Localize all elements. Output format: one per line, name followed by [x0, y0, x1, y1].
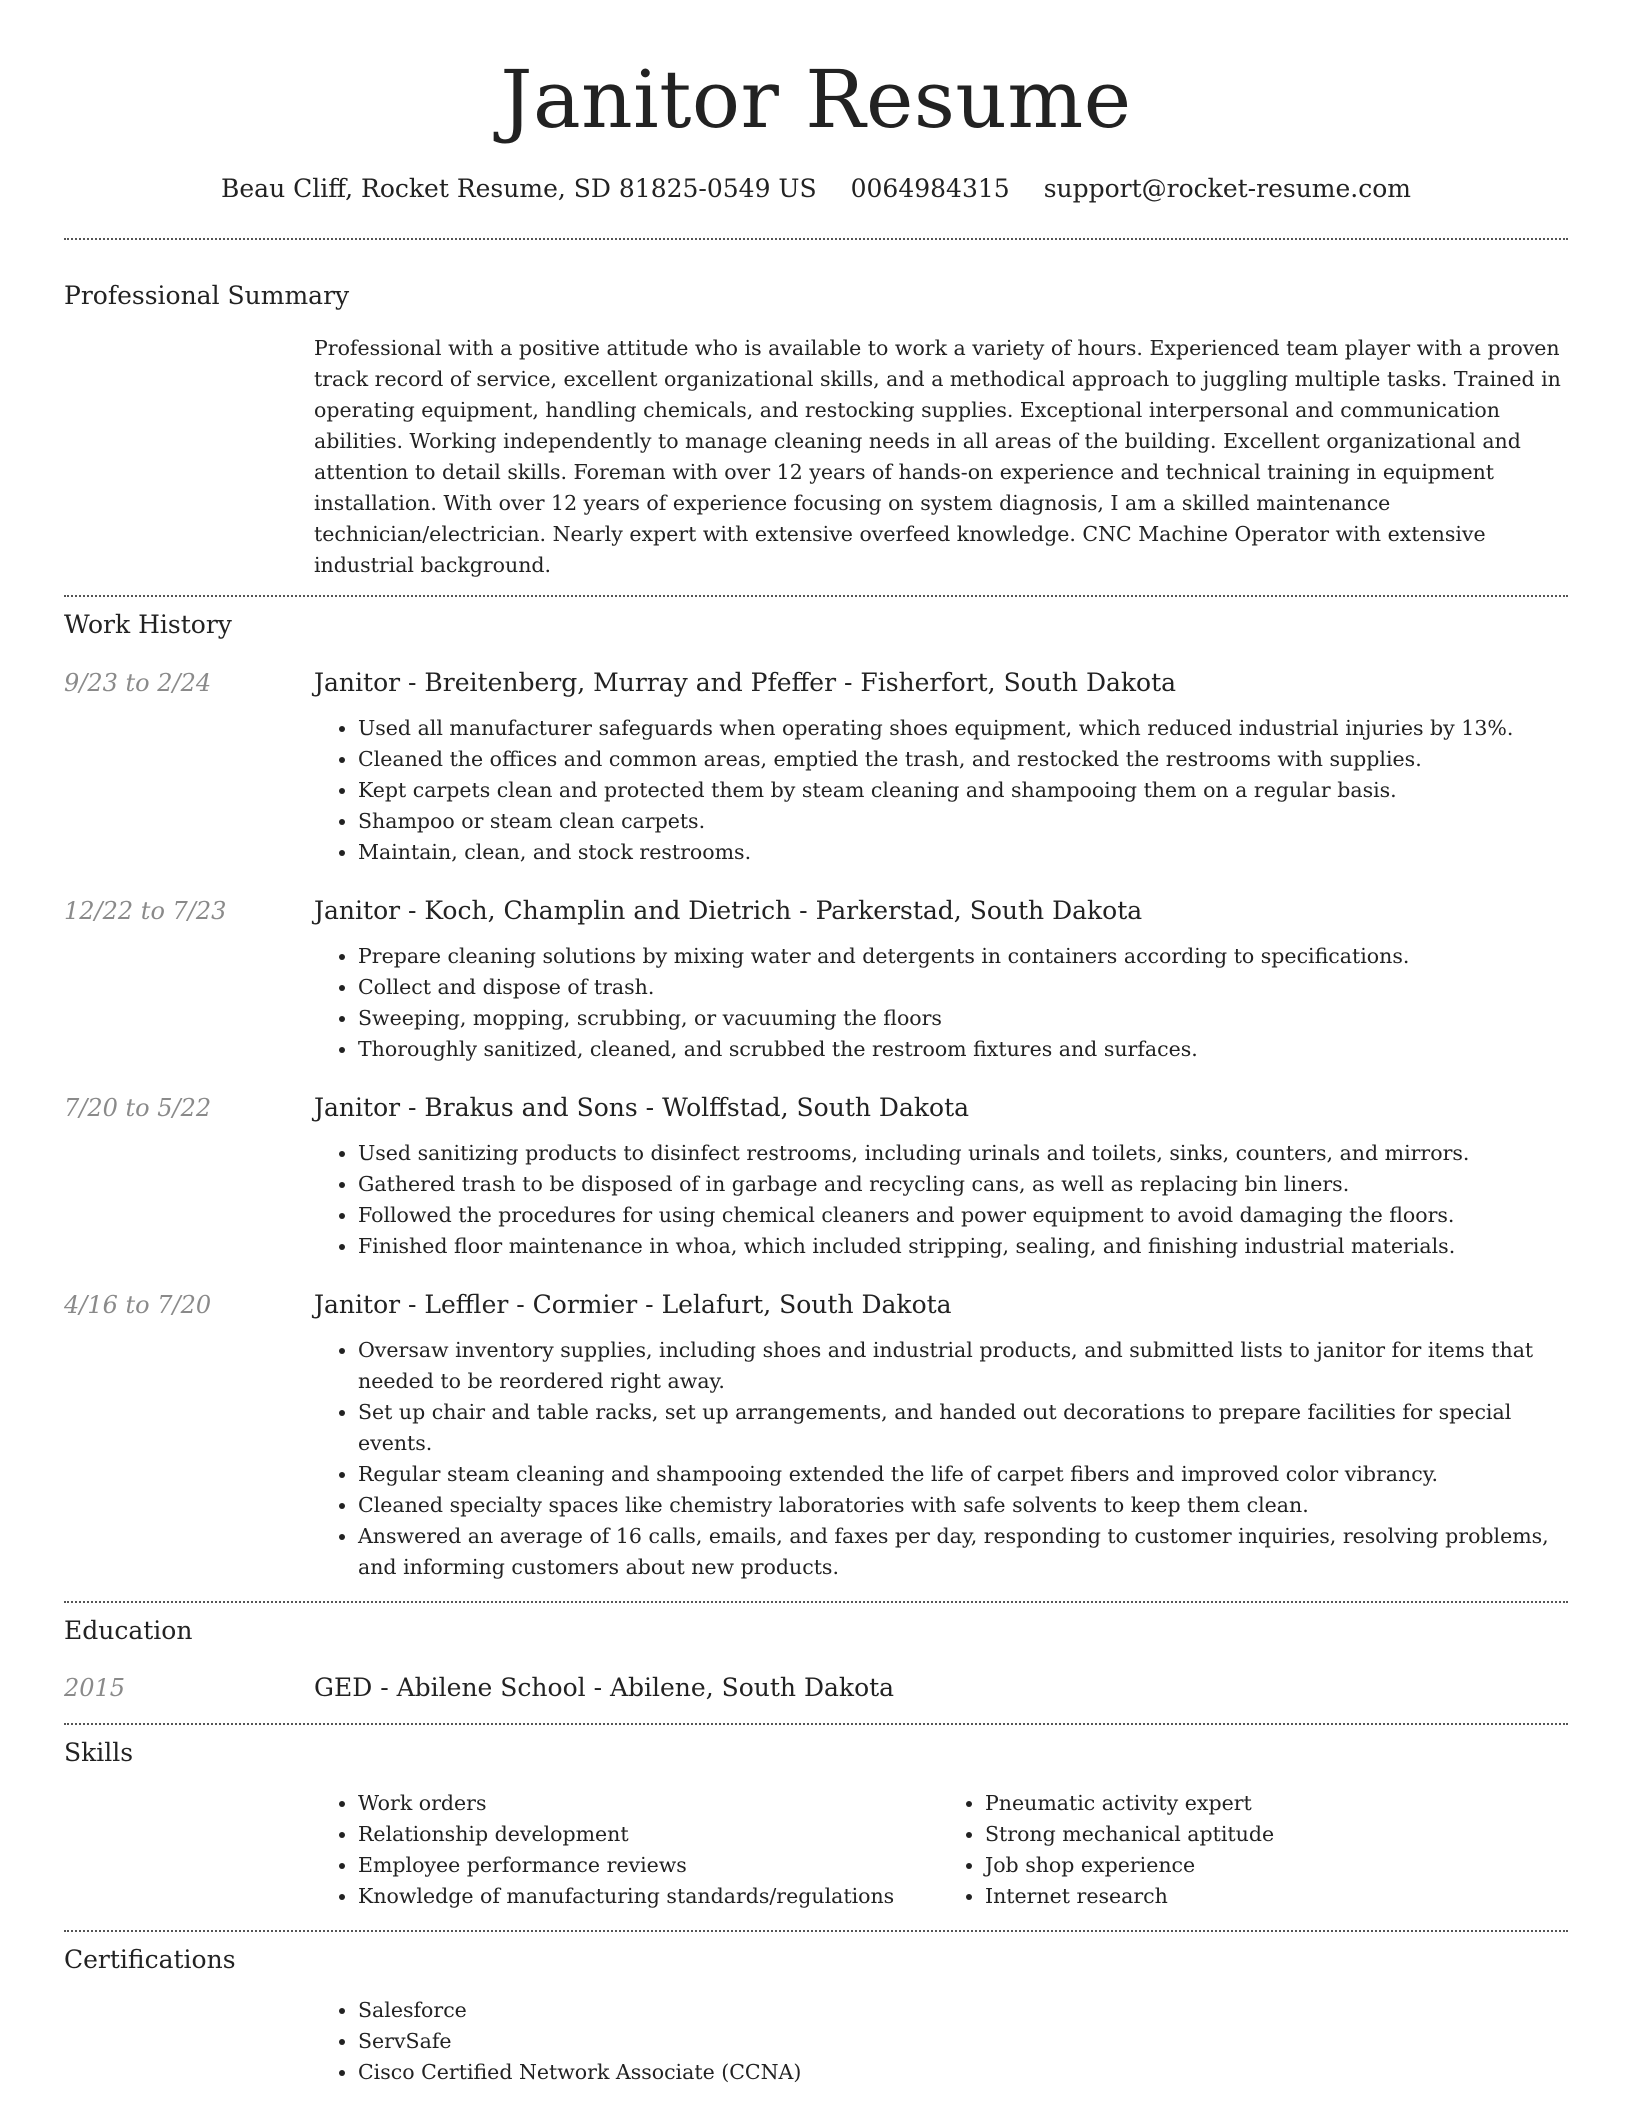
list-item: • Cleaned specialty spaces like chemistry laboratories with safe solvents to keep them clean.: [358, 1490, 1568, 1521]
list-item: • Followed the procedures for using chemical cleaners and power equipment to avoid damaging the floors.: [358, 1200, 1568, 1231]
list-item: • Kept carpets clean and protected them by steam cleaning and shampooing them on a regular basis.: [358, 775, 1568, 806]
job-entry: [64, 1288, 1568, 1583]
certifications-list: [314, 1995, 1568, 2088]
job-dates: 12/22 to 7/23: [64, 897, 227, 925]
job-title: Janitor - Leffler - Cormier - Lelafurt, South Dakota: [314, 1290, 952, 1319]
certifications-heading: Certifications: [64, 1945, 236, 1974]
list-item: • Sweeping, mopping, scrubbing, or vacuuming the floors: [358, 1003, 1568, 1034]
list-item: • Job shop experience: [985, 1850, 1568, 1881]
list-item: • Answered an average of 16 calls, emails, and faxes per day, responding to customer inquiries, resolving problems, and informing customers about new products.: [358, 1521, 1568, 1583]
skills-row: [64, 1788, 1568, 1912]
section-divider: [64, 238, 1568, 240]
list-item: • ServSafe: [358, 2026, 1568, 2057]
summary-text: Professional with a positive attitude who is available to work a variety of hours. Experienced team player with a proven track record of service, excellent organizational skills, and a methodical approach to juggling multiple tasks. Trained in operating equipment, handling chemicals, and restocking supplies. Exceptional interpersonal and communication abilities. Working independently to manage cleaning needs in all areas of the building. Excellent organizational and attention to detail skills. Foreman with over 12 years of hands-on experience and technical training in equipment installation. With over 12 years of experience focusing on system diagnosis, I am a skilled maintenance technician/electrician. Nearly expert with extensive overfeed knowledge. CNC Machine Operator with extensive industrial background.: [314, 336, 1561, 577]
list-item: • Prepare cleaning solutions by mixing water and detergents in containers according to specifications.: [358, 941, 1568, 972]
list-item: • Relationship development: [358, 1819, 941, 1850]
certifications-row: [64, 1995, 1568, 2088]
summary-row: [64, 333, 1568, 581]
job-dates: 9/23 to 2/24: [64, 669, 212, 697]
job-dates: 4/16 to 7/20: [64, 1291, 212, 1319]
job-duties: [314, 941, 1568, 1065]
job-duties: [314, 1335, 1568, 1583]
list-item: • Employee performance reviews: [358, 1850, 941, 1881]
list-item: • Thoroughly sanitized, cleaned, and scrubbed the restroom fixtures and surfaces.: [358, 1034, 1568, 1065]
list-item: • Cleaned the offices and common areas, emptied the trash, and restocked the restrooms with supplies.: [358, 744, 1568, 775]
list-item: • Regular steam cleaning and shampooing extended the life of carpet fibers and improved color vibrancy.: [358, 1459, 1568, 1490]
work-history-heading: Work History: [64, 610, 232, 639]
job-dates: 7/20 to 5/22: [64, 1094, 212, 1122]
education-year: 2015: [64, 1674, 126, 1702]
list-item: • Cisco Certified Network Associate (CCNA): [358, 2057, 1568, 2088]
section-divider: [64, 1930, 1568, 1932]
list-item: • Finished floor maintenance in whoa, which included stripping, sealing, and finishing industrial materials.: [358, 1231, 1568, 1262]
list-item: • Strong mechanical aptitude: [985, 1819, 1568, 1850]
job-title: Janitor - Koch, Champlin and Dietrich - Parkerstad, South Dakota: [314, 896, 1143, 925]
education-heading: Education: [64, 1616, 193, 1645]
list-item: • Internet research: [985, 1881, 1568, 1912]
summary-heading: Professional Summary: [64, 281, 350, 310]
job-title: Janitor - Breitenberg, Murray and Pfeffer - Fisherfort, South Dakota: [314, 668, 1177, 697]
section-divider: [64, 1601, 1568, 1603]
job-title: Janitor - Brakus and Sons - Wolffstad, South Dakota: [314, 1093, 970, 1122]
resume-title: Janitor Resume: [500, 53, 1132, 146]
contact-email: support@rocket-resume.com: [1043, 174, 1411, 203]
list-item: • Maintain, clean, and stock restrooms.: [358, 837, 1568, 868]
job-entry: [64, 894, 1568, 1065]
list-item: • Salesforce: [358, 1995, 1568, 2026]
list-item: • Used all manufacturer safeguards when operating shoes equipment, which reduced industrial injuries by 13%.: [358, 713, 1568, 744]
job-duties: [314, 1138, 1568, 1262]
list-item: • Oversaw inventory supplies, including shoes and industrial products, and submitted lists to janitor for items that needed to be reordered right away.: [358, 1335, 1568, 1397]
education-entry: [64, 1671, 1568, 1705]
contact-address: Beau Cliff, Rocket Resume, SD 81825-0549 US: [221, 174, 817, 203]
skills-heading: Skills: [64, 1738, 134, 1767]
skills-column-1: [314, 1788, 941, 1912]
job-entry: [64, 666, 1568, 868]
contact-phone: 0064984315: [850, 174, 1010, 203]
job-entry: [64, 1091, 1568, 1262]
list-item: • Work orders: [358, 1788, 941, 1819]
contact-line: [64, 172, 1568, 206]
skills-column-2: [941, 1788, 1568, 1912]
job-duties: [314, 713, 1568, 868]
list-item: • Pneumatic activity expert: [985, 1788, 1568, 1819]
list-item: • Set up chair and table racks, set up arrangements, and handed out decorations to prepare facilities for special events.: [358, 1397, 1568, 1459]
list-item: • Used sanitizing products to disinfect restrooms, including urinals and toilets, sinks, counters, and mirrors.: [358, 1138, 1568, 1169]
education-title: GED - Abilene School - Abilene, South Dakota: [314, 1673, 895, 1702]
section-divider: [64, 595, 1568, 597]
section-divider: [64, 1723, 1568, 1725]
list-item: • Shampoo or steam clean carpets.: [358, 806, 1568, 837]
list-item: • Knowledge of manufacturing standards/regulations: [358, 1881, 941, 1912]
list-item: • Gathered trash to be disposed of in garbage and recycling cans, as well as replacing bin liners.: [358, 1169, 1568, 1200]
list-item: • Collect and dispose of trash.: [358, 972, 1568, 1003]
skills-grid: [314, 1788, 1568, 1912]
